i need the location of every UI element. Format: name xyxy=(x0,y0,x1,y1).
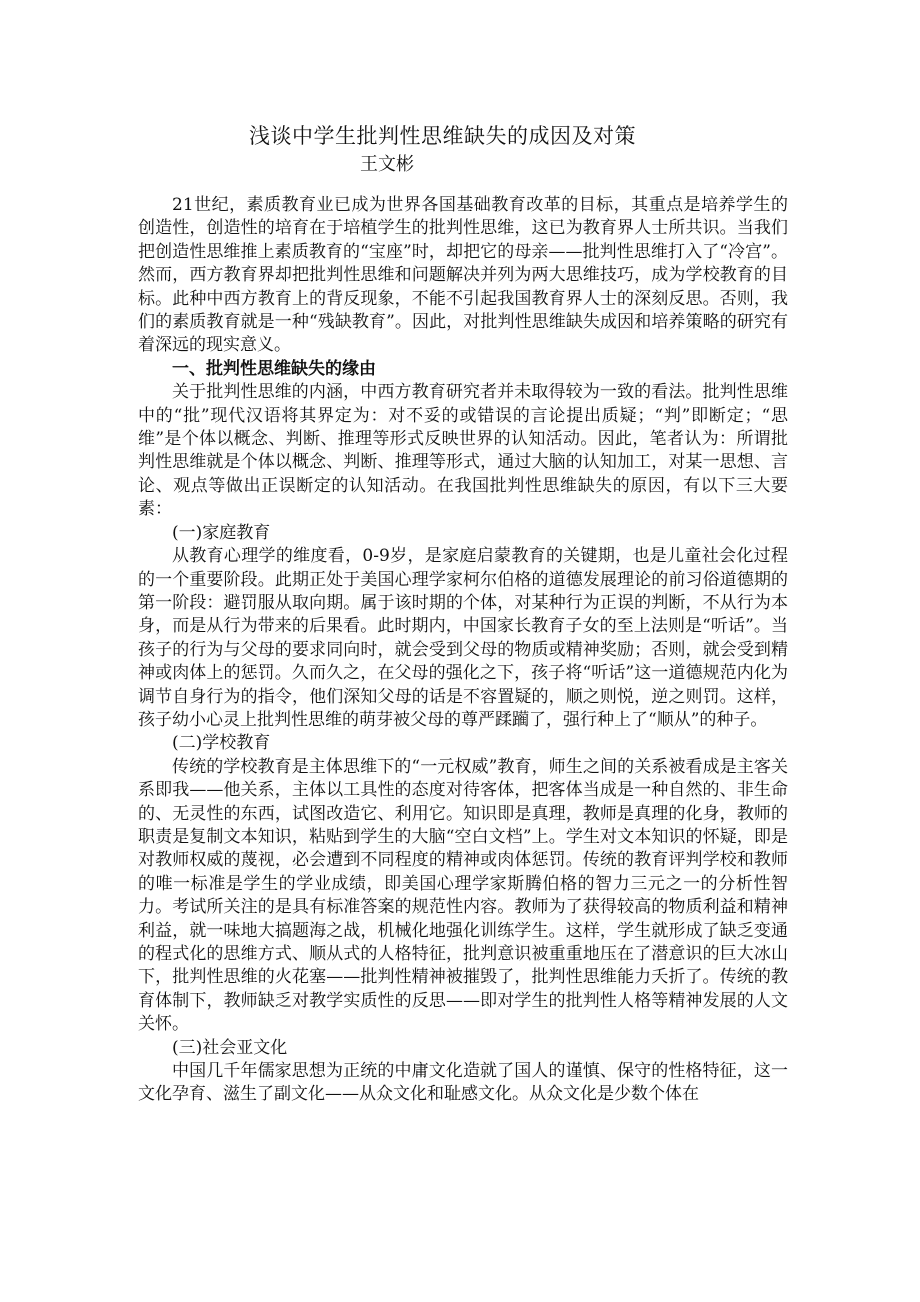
subsection-heading-school: (二)学校教育 xyxy=(172,733,271,754)
document-body xyxy=(138,194,788,1107)
subculture-paragraph: 中国几千年儒家思想为正统的中庸文化造就了国人的谨慎、保守的性格特征，这一文化孕育、滋生了副文化——从众文化和耻感文化。从众文化是少数个体在 xyxy=(138,1061,788,1105)
document-title: 浅谈中学生批判性思维缺失的成因及对策 xyxy=(249,124,636,148)
author-name: 王文彬 xyxy=(360,154,414,175)
family-education-paragraph: 从教育心理学的维度看，0-9岁，是家庭启蒙教育的关键期，也是儿童社会化过程的一个重要阶段。此期正处于美国心理学家柯尔伯格的道德发展理论的前习俗道德期的第一阶段：避罚服从取向期。属于该时期的个体，对某种行为正误的判断，不从行为本身，而是从行为带来的后果看。此时期内，中国家长教育子女的至上法则是“听话”。当孩子的行为与父母的要求同向时，就会受到父母的物质或精神奖励；否则，就会受到精神或肉体上的惩罚。久而久之，在父母的强化之下，孩子将“听话”这一道德规范内化为调节自身行为的指令，他们深知父母的话是不容置疑的，顺之则悦，逆之则罚。这样，孩子幼小心灵上批判性思维的萌芽被父母的尊严蹂躏了，强行种上了“顺从”的种子。 xyxy=(138,546,788,730)
subsection-heading-family: (一)家庭教育 xyxy=(172,522,271,543)
section-heading-1: 一、批判性思维缺失的缘由 xyxy=(172,358,376,379)
subsection-heading-subculture: (三)社会亚文化 xyxy=(172,1037,288,1058)
intro-paragraph: 21世纪，素质教育业已成为世界各国基础教育改革的目标，其重点是培养学生的创造性，创造性的培育在于培植学生的批判性思维，这已为教育界人士所共识。当我们把创造性思维推上素质教育的“宝座”时，却把它的母亲——批判性思维打入了“冷宫”。然而，西方教育界却把批判性思维和问题解决并列为两大思维技巧，成为学校教育的目标。此种中西方教育上的背反现象，不能不引起我国教育界人士的深刻反思。否则，我们的素质教育就是一种“残缺教育”。因此，对批判性思维缺失成因和培养策略的研究有着深远的现实意义。 xyxy=(138,195,788,356)
section1-paragraph: 关于批判性思维的内涵，中西方教育研究者并未取得较为一致的看法。批判性思维中的“批”现代汉语将其界定为：对不妥的或错误的言论提出质疑；“判”即断定；“思维”是个体以概念、判断、推理等形式反映世界的认知活动。因此，笔者认为：所谓批判性思维就是个体以概念、判断、推理等形式，通过大脑的认知加工，对某一思想、言论、观点等做出正误断定的认知活动。在我国批判性思维缺失的原因，有以下三大要素： xyxy=(138,382,788,520)
school-education-paragraph: 传统的学校教育是主体思维下的“一元权威”教育，师生之间的关系被看成是主客关系即我——他关系，主体以工具性的态度对待客体，把客体当成是一种自然的、非生命的、无灵性的东西，试图改造它、利用它。知识即是真理，教师是真理的化身，教师的职责是复制文本知识，粘贴到学生的大脑“空白文档”上。学生对文本知识的怀疑，即是对教师权威的蔑视，必会遭到不同程度的精神或肉体惩罚。传统的教育评判学校和教师的唯一标准是学生的学业成绩，即美国心理学家斯腾伯格的智力三元之一的分析性智力。考试所关注的是具有标准答案的规范性内容。教师为了获得较高的物质利益和精神利益，就一味地大搞题海之战，机械化地强化训练学生。这样，学生就形成了缺乏变通的程式化的思维方式、顺从式的人格特征，批判意识被重重地压在了潜意识的巨大冰山下，批判性思维的火花塞——批判性精神被摧毁了，批判性思维能力夭折了。传统的教育体制下，教师缺乏对教学实质性的反思——即对学生的批判性人格等精神发展的人文关怀。 xyxy=(138,756,788,1035)
